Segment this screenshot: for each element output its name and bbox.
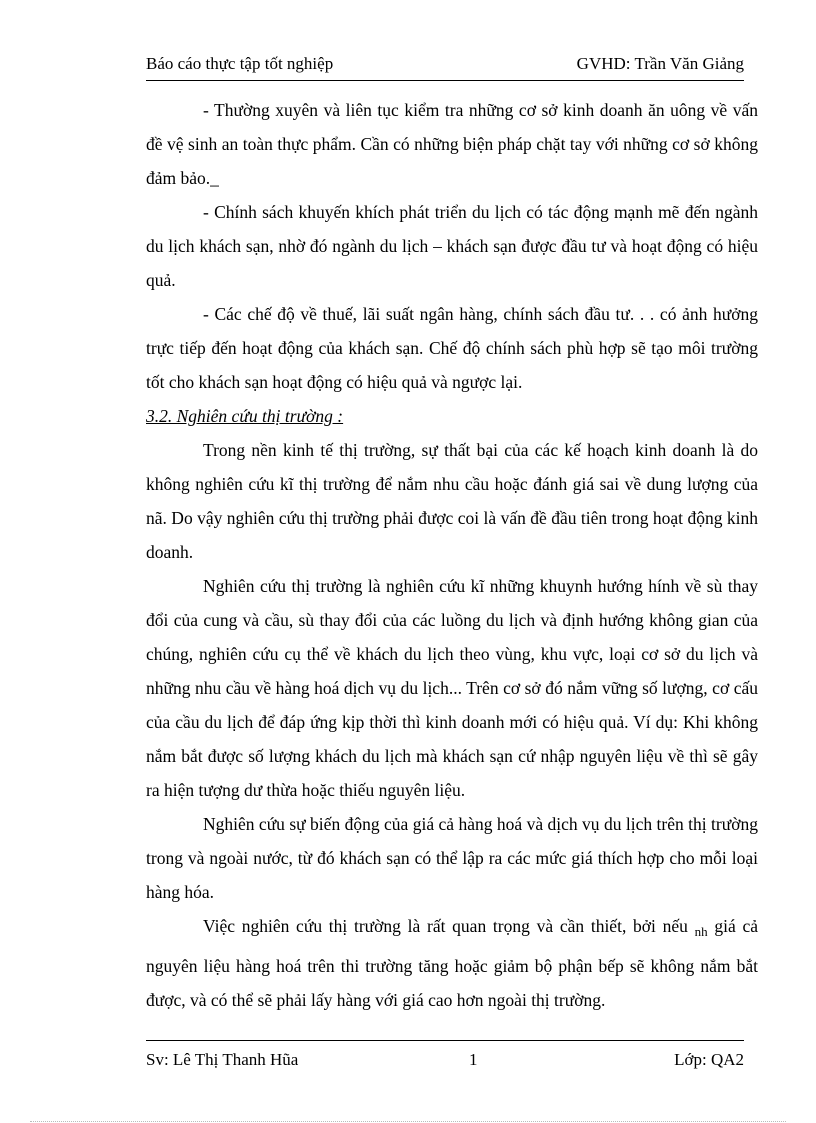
section-heading: 3.2. Nghiên cứu thị trường : — [146, 406, 344, 426]
supervisor-name: GVHD: Trần Văn Giảng — [576, 54, 744, 73]
report-title: Báo cáo thực tập tốt nghiệp — [146, 54, 334, 73]
page-bottom-border — [30, 1121, 786, 1122]
class-label: Lớp: QA2 — [674, 1050, 744, 1069]
paragraph-4: Trong nền kinh tế thị trường, sự thất bại của các kế hoạch kinh doanh là do không nghiên cứu kĩ thị trường để nắm nhu cầu hoặc đánh giá sai về dung lượng của nã. Do vậy nghiên cứu thị trường phải được coi là vấn đề đầu tiên trong hoạt động kinh doanh. — [146, 440, 758, 562]
paragraph-3: - Các chế độ về thuế, lãi suất ngân hàng, chính sách đầu tư. . . có ảnh hưởng trực tiếp đến hoạt động của khách sạn. Chế độ chính sách phù hợp sẽ tạo môi trường tốt cho khách sạn hoạt động có hiệu quả và ngược lại. — [146, 304, 758, 392]
paragraph-7 — [146, 909, 758, 1017]
page-number: 1 — [469, 1050, 478, 1069]
paragraph-7-subscript: nh — [694, 924, 708, 939]
paragraph-7-end: giá cả nguyên liệu hàng hoá trên thi trường tăng hoặc giảm bộ phận bếp sẽ không nắm bắt được, và có thể sẽ phải lấy hàng với giá cao hơn ngoài thị trường. — [146, 916, 758, 1010]
footer-divider — [146, 1040, 744, 1041]
paragraph-1: - Thường xuyên và liên tục kiểm tra những cơ sở kinh doanh ăn uông về vấn đề vệ sinh an toàn thực phẩm. Cần có những biện pháp chặt tay với những cơ sở không đảm bảo._ — [146, 100, 758, 188]
page-header — [146, 52, 744, 81]
document-body — [146, 93, 758, 1017]
paragraph-7-start: Việc nghiên cứu thị trường là rất quan trọng và cần thiết, bởi nếu — [203, 916, 695, 936]
paragraph-6: Nghiên cứu sự biến động của giá cả hàng hoá và dịch vụ du lịch trên thị trường trong và ngoài nước, từ đó khách sạn có thể lập ra các mức giá thích hợp cho mỗi loại hàng hóa. — [146, 814, 758, 902]
student-name: Sv: Lê Thị Thanh Hũa — [146, 1050, 299, 1069]
paragraph-2: - Chính sách khuyến khích phát triển du lịch có tác động mạnh mẽ đến ngành du lịch khách sạn, nhờ đó ngành du lịch – khách sạn được đầu tư và hoạt động có hiệu quả. — [146, 202, 758, 290]
paragraph-5: Nghiên cứu thị trường là nghiên cứu kĩ những khuynh hướng hính về sù thay đổi của cung và cầu, sù thay đổi của các luồng du lịch và định hướng không gian của chúng, nghiên cứu cụ thể về khách du lịch theo vùng, khu vực, loại cơ sở du lịch và những nhu cầu về hàng hoá dịch vụ du lịch... Trên cơ sở đó nắm vững số lượng, cơ cấu của cầu du lịch để đáp ứng kịp thời thì kinh doanh mới có hiệu quả. Ví dụ: Khi không nắm bắt được số lượng khách du lịch mà khách sạn cứ nhập nguyên liệu về thì sẽ gây ra hiện tượng dư thừa hoặc thiếu nguyên liệu. — [146, 576, 758, 800]
